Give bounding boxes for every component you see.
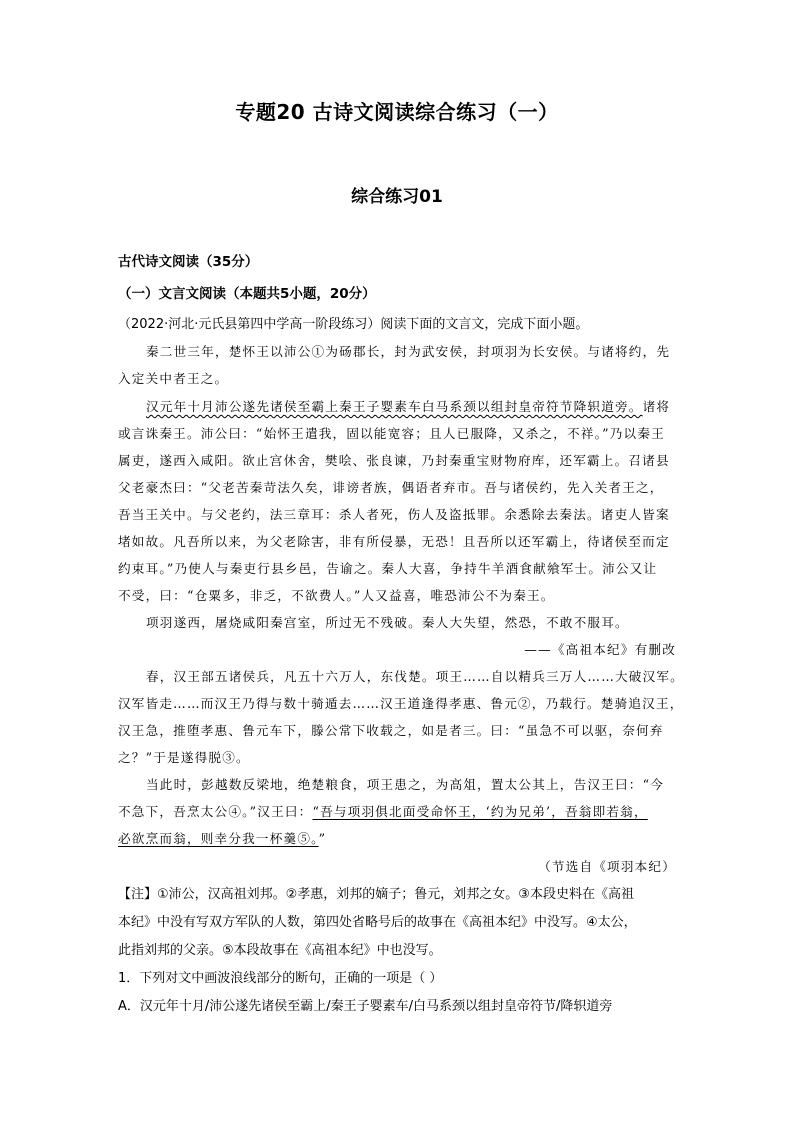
passage2-line: 汉军皆走……而汉王乃得与数十骑遁去……汉王道逢得孝惠、鲁元②，乃载行。楚骑追汉王， — [118, 696, 684, 711]
passage1-line: 父老豪杰曰：“父老苦秦苛法久矣，诽谤者族，偶语者弃市。吾与诸侯约，先入关者王之， — [118, 480, 664, 495]
passage2-line — [118, 828, 326, 847]
notes-line: 此指刘邦的父亲。⑤本段故事在《高祖本纪》中也没写。 — [118, 943, 442, 958]
underlined-sentence: “吾与项羽俱北面受命怀王，‘约为兄弟’，吾翁即若翁， — [312, 804, 648, 819]
passage1-line: 约束耳。”乃使人与秦吏行县乡邑，告谕之。秦人大喜，争持牛羊酒食献飨军士。沛公又让 — [118, 561, 658, 576]
passage2-source: （节选自《项羽本纪） — [538, 859, 676, 874]
passage1-line: 秦二世三年，楚怀王以沛公①为砀郡长，封为武安侯，封项羽为长安侯。与诸将约，先 — [146, 344, 671, 359]
page-title: 专题20 古诗文阅读综合练习（一） — [235, 100, 559, 124]
question-option-a[interactable]: A．汉元年十月/沛公遂先诸侯至霸上/秦王子婴素车/白马系颈以组封皇帝符节/降轵道旁 — [118, 999, 613, 1014]
notes-line: 【注】①沛公，汉高祖刘邦。②孝惠，刘邦的嫡子；鲁元，刘邦之女。③本段史料在《高祖 — [118, 887, 634, 902]
passage1-line: 或言诛秦王。沛公曰：“始怀王遣我，固以能宽容；且人已服降，又杀之，不祥。”乃以秦王 — [118, 426, 665, 441]
passage1-line: 堵如故。凡吾所以来，为父老除害，非有所侵暴，无恐！且吾所以还军霸上，待诸侯至而定 — [118, 534, 670, 549]
passage2-text: ” — [318, 831, 327, 846]
passage2-line: 之？”于是遂得脱③。 — [118, 750, 250, 765]
page-subtitle: 综合练习01 — [351, 187, 443, 207]
passage1-source: ——《高祖本纪》有删改 — [524, 642, 676, 657]
underlined-sentence: 必欲烹而翁，则幸分我一杯羹⑤。 — [118, 831, 319, 846]
source-intro: （2022·河北·元氏县第四中学高一阶段练习）阅读下面的文言文，完成下面小题。 — [118, 317, 589, 332]
passage2-line: 当此时，彭越数反梁地，绝楚粮食，项王患之，为高俎，置太公其上，告汉王曰：“今 — [146, 777, 665, 792]
passage1-line: 不受，曰：“仓粟多，非乏，不欲费人。”人又益喜，唯恐沛公不为秦王。 — [118, 588, 555, 603]
notes-line: 本纪》中没有写双方军队的人数，第四处省略号后的故事在《高祖本纪》中没写。④太公， — [118, 915, 637, 930]
passage1-text: 诸将 — [642, 399, 671, 414]
section-heading: 古代诗文阅读（35分） — [118, 254, 259, 270]
passage1-line: 属吏，遂西入咸阳。欲止宫休舍，樊哙、张良谏，乃封秦重宝财物府库，还军霸上。召诸县 — [118, 453, 670, 468]
passage2-line: 汉王急，推堕孝惠、鲁元车下，滕公常下收载之，如是者三。曰：“虽急不可以驱，奈何弃 — [118, 723, 664, 738]
subsection-heading: （一）文言文阅读（本题共5小题，20分） — [118, 286, 376, 302]
passage1-line — [146, 396, 670, 415]
passage1-line: 入定关中者王之。 — [118, 371, 229, 386]
question-stem: 1．下列对文中画波浪线部分的断句，正确的一项是（ ） — [118, 971, 443, 986]
passage2-text: 不急下，吾烹太公④。”汉王曰： — [118, 804, 313, 819]
passage1-line: 吾当王关中。与父老约，法三章耳：杀人者死，伤人及盗抵罪。余悉除去秦法。诸吏人皆案 — [118, 507, 670, 522]
passage2-line — [118, 801, 648, 820]
passage1-line: 项羽遂西，屠烧咸阳秦宫室，所过无不残破。秦人大失望，然恐，不敢不服耳。 — [146, 615, 629, 630]
wavy-underlined-sentence: 汉元年十月沛公遂先诸侯至霸上秦王子婴素车白马系颈以组封皇帝符节降轵道旁。 — [146, 399, 643, 414]
passage2-line: 春，汉王部五诸侯兵，凡五十六万人，东伐楚。项王……自以精兵三万人……大破汉军。 — [146, 669, 684, 684]
